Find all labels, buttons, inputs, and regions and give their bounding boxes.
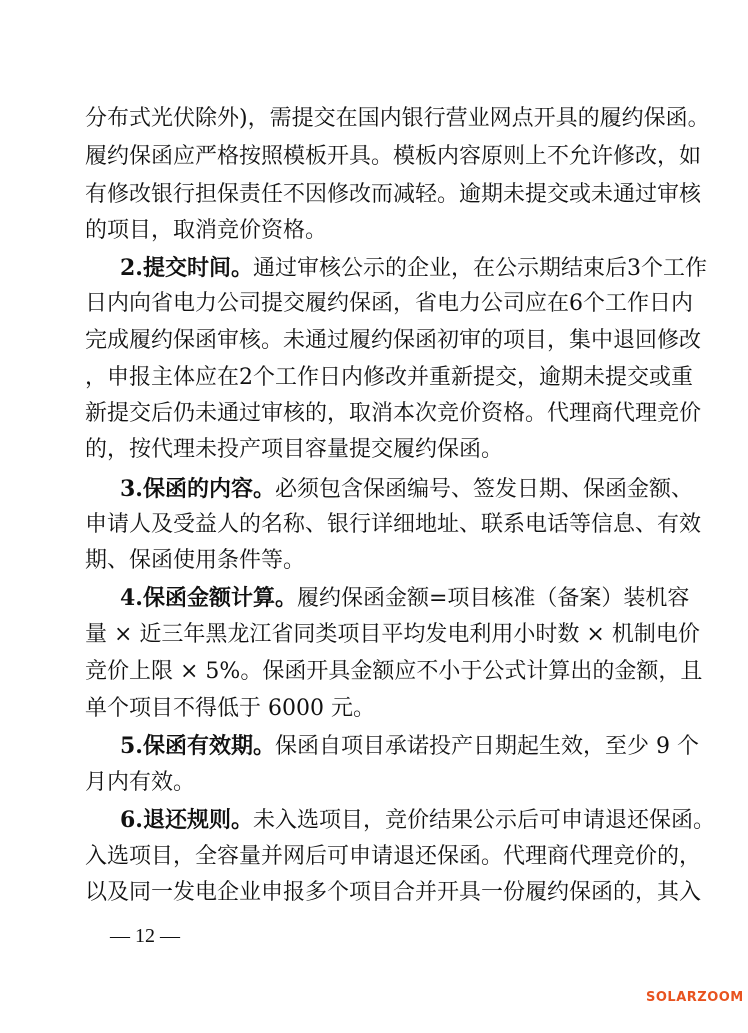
text-line: ，申报主体应在2个工作日内修改并重新提交，逾期未提交或重 (85, 365, 693, 390)
page-number: — 12 — (110, 925, 180, 947)
text-line: 入选项目，全容量并网后可申请退还保函。代理商代理竞价的， (85, 844, 702, 869)
section-2-first-line: 2.提交时间。通过审核公示的企业，在公示期结束后3个工作 (120, 255, 707, 281)
text-line: 以及同一发电企业申报多个项目合并开具一份履约保函的，其入 (85, 880, 702, 905)
text-line: 量 × 近三年黑龙江省同类项目平均发电利用小时数 × 机制电价 (85, 622, 700, 647)
text-line: 完成履约保函审核。未通过履约保函初审的项目，集中退回修改 (85, 328, 702, 353)
text-line: 有修改银行担保责任不因修改而减轻。逾期未提交或未通过审核 (85, 182, 702, 207)
section-3-first-line: 3.保函的内容。必须包含保函编号、签发日期、保函金额、 (120, 476, 693, 502)
section-4-first-line: 4.保函金额计算。履约保函金额=项目核准（备案）装机容 (120, 585, 690, 611)
text-line: 的，按代理未投产项目容量提交履约保函。 (85, 437, 504, 462)
text-line: 新提交后仍未通过审核的，取消本次竞价资格。代理商代理竞价 (85, 401, 702, 426)
text-line: 月内有效。 (85, 770, 196, 795)
section-5-first-line: 5.保函有效期。保函自项目承诺投产日期起生效，至少 9 个 (120, 733, 699, 759)
solarzoom-watermark: SOLARZOOM (646, 990, 744, 1005)
text-line: 履约保函应严格按照模板开具。模板内容原则上不允许修改，如 (85, 144, 702, 169)
text-line: 分布式光伏除外)，需提交在国内银行营业网点开具的履约保函。 (85, 106, 710, 131)
text-line: 期、保函使用条件等。 (85, 548, 306, 573)
text-line: 的项目，取消竞价资格。 (85, 218, 328, 243)
section-6-first-line: 6.退还规则。未入选项目，竞价结果公示后可申请退还保函。 (120, 807, 715, 833)
section-heading: 3.保函的内容。 (120, 476, 275, 502)
section-heading: 2.提交时间。 (120, 255, 253, 281)
section-heading: 6.退还规则。 (120, 807, 253, 833)
text-line: 申请人及受益人的名称、银行详细地址、联系电话等信息、有效 (85, 512, 702, 537)
text-line: 单个项目不得低于 6000 元。 (85, 696, 375, 721)
text-line: 竞价上限 × 5%。保函开具金额应不小于公式计算出的金额，且 (85, 659, 703, 684)
text-line: 日内向省电力公司提交履约保函，省电力公司应在6个工作日内 (85, 291, 693, 316)
section-heading: 5.保函有效期。 (120, 733, 275, 759)
section-heading: 4.保函金额计算。 (120, 585, 297, 611)
